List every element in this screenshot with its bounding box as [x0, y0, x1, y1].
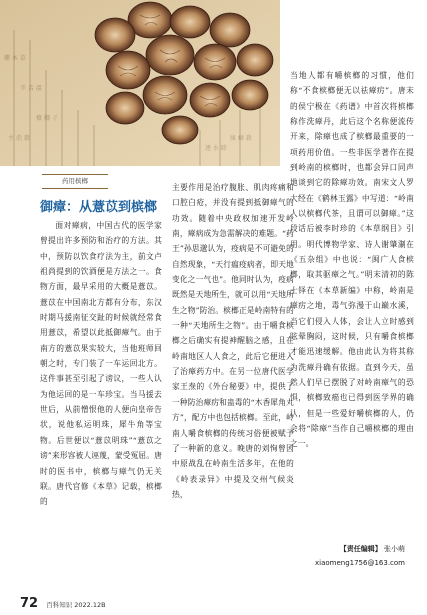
- body-text-2: 主要作用是治疗腹胀、肌肉疼痛和口腔白疮，并没有提到抵御瘴气的功效。随着中央政权加速开发岭南，瘴病成为急需解决的难题。“药王”孙思邈认为，疫病是不可避免的自然现象，“天行瘟疫病者，即天地变化之一气也”。他同时认为，疫病既然是天地所生，就可以用“天地所生之物”防治。槟榔正是岭南特有的一种“天地所生之物”。由于嚼食槟榔之后确实有提神醒脑之感，且在岭南地区人人食之，此后它便进入了治瘴药方中。在另一位唐代医学家王焘的《外台秘要》中，提供了一种防治瘴疠和蛊毒的“木香犀角丸方”，配方中也包括槟榔。至此，岭南人嚼食槟榔的传统习俗便被赋予了一种新的意义。晚唐的刘恂曾因中原战乱在岭南生活多年，在他的《岭表录异》中提及交州气候炎热，: [172, 183, 294, 499]
- body-text-3: 当地人都有嚼槟榔的习惯，他们称“不食槟榔便无以祛瘴疠”。唐末的侯宁极在《药谱》中首次将槟榔称作洗瘴丹，此后这个名称便流传开来，除瘴也成了槟榔最重要的一项药用价值。一些非医学著作在提到岭南的槟榔时，也都会异口同声地谈到它的除瘴功效。南宋文人罗大经在《鹤林玉露》中写道：“岭南人以槟榔代茶，且谓可以御瘴。”这段话后被李时珍的《本草纲目》引用。明代博物学家、诗人谢肇淛在《五杂组》中也说：“闽广人食槟榔，取其驱瘴之气。”明末清初的陈士铎在《本草新编》中称，岭南是瘴疠之地，毒气弥漫于山巅水溪，当它们侵入人体，会让人立时感到眩晕胸闷，这时候，只有嚼食槟榔才能迅速缓解。他由此认为将其称为洗瘴丹确有依据。直到今天，虽然人们早已摆脱了对岭南瘴气的恐惧，槟榔致癌也已得到医学界的确认，但是一些爱好嚼槟榔的人，仍会将“除瘴”当作自己嚼槟榔的理由之一。: [290, 71, 414, 449]
- svg-text:痰 癖 殺: 痰 癖 殺: [230, 135, 252, 142]
- svg-text:檳 榔 子: 檳 榔 子: [36, 115, 58, 122]
- article-title: 御瘴：从薏苡到槟榔: [40, 200, 158, 215]
- page-footer: [20, 592, 106, 611]
- areca-nut-photo: [0, 0, 280, 166]
- photo-caption-box: [42, 174, 108, 189]
- body-column-2: [172, 180, 294, 502]
- editor-name: 张小萌: [384, 545, 405, 553]
- photo-caption: 药用槟榔: [62, 177, 88, 185]
- svg-text:辛 苦 溫: 辛 苦 溫: [20, 85, 42, 92]
- svg-text:藥 本 草: 藥 本 草: [4, 55, 26, 62]
- editor-label: 【责任编辑】: [339, 545, 382, 553]
- body-column-3: [290, 68, 414, 452]
- editor-signature: [315, 542, 405, 570]
- editor-email: xiaomeng1756@163.com: [314, 559, 405, 567]
- svg-text:逐 水 除: 逐 水 除: [205, 145, 227, 152]
- page-number: 72: [20, 596, 39, 611]
- svg-text:主 消 穀: 主 消 穀: [8, 135, 30, 142]
- body-column-1: [40, 218, 162, 510]
- body-text-1: 面对瘴病，中国古代的医学家曾提出许多预防和治疗的方法。其中，预防以饮食疗法为主，前文卢祖尚提到的饮酒便是方法之一。食物方面，最早采用的大概是薏苡。薏苡在中国南北方都有分布，东汉时期马援南征交趾的时候就经常食用薏苡，希望以此抵御瘴气。由于南方的薏苡果实较大，当他班师回朝之时，专门装了一车运回北方。这件事甚至引起了谤议，一些人认为他运回的是一车珍宝。当马援去世后，从前憎恨他的人便向皇帝告状，说他私运明珠，犀牛角等宝物。后世便以“薏苡明珠”“薏苡之谤”来形容被人诬蔑，蒙受冤屈。唐时的医书中，槟榔与瘴气仍无关联。唐代官修《本草》记载，槟榔的: [40, 221, 162, 507]
- issue-info: 百科知识 2022.12B: [46, 601, 106, 609]
